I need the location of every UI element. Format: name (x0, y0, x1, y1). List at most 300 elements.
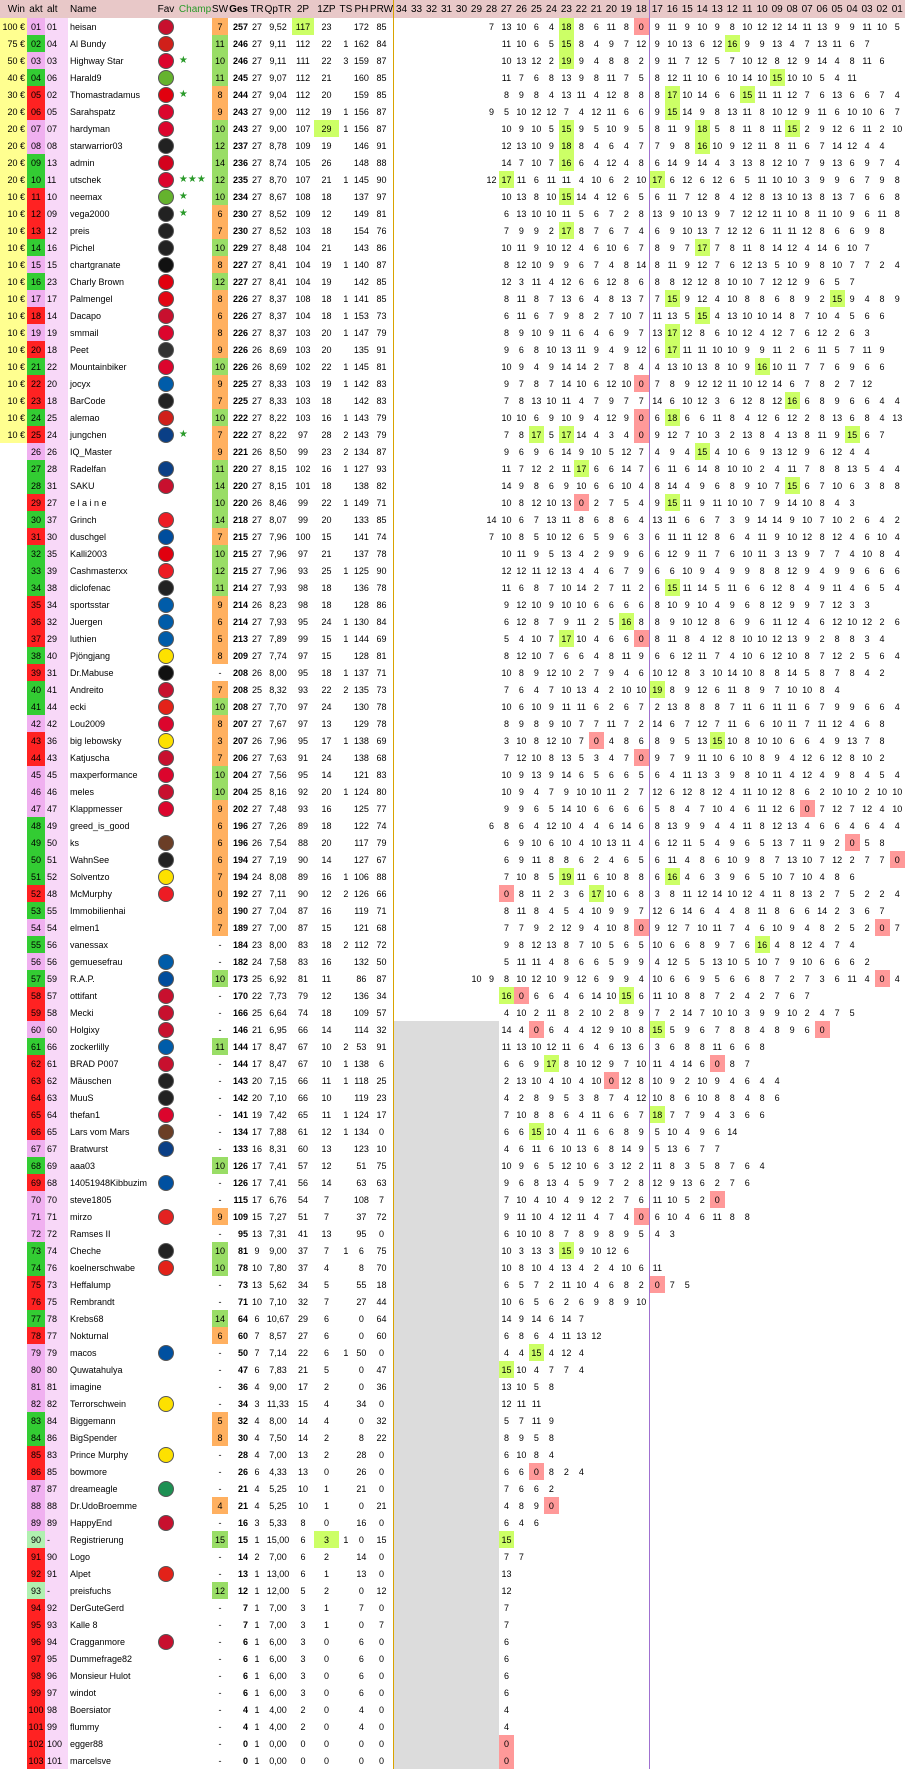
cell-name[interactable]: Mountainbiker (69, 361, 127, 372)
cell-name[interactable]: Charly Brown (69, 276, 124, 287)
cell-ts (339, 766, 353, 783)
matchday-cell: 5 (864, 463, 870, 474)
matchday-cell: 7 (623, 225, 629, 236)
matchday-cell: 6 (834, 106, 840, 117)
cell-name[interactable]: Al Bundy (69, 38, 106, 49)
cell-name[interactable]: aaa03 (69, 1160, 95, 1171)
table-row[interactable] (0, 1633, 905, 1650)
table-row[interactable] (0, 562, 905, 579)
cell-name[interactable]: preis (69, 225, 90, 236)
matchday-cell: 6 (819, 616, 825, 627)
cell-name[interactable]: meles (69, 786, 94, 797)
matchday-cell: 7 (729, 55, 735, 66)
cell-name[interactable]: Krebs68 (69, 1313, 104, 1324)
matchday-cell (785, 1242, 800, 1259)
table-row[interactable] (0, 647, 905, 664)
table-row[interactable] (0, 1650, 905, 1667)
cell-name[interactable]: Mäuschen (69, 1075, 112, 1086)
table-row[interactable] (0, 1276, 905, 1293)
matchday-cell: 8 (759, 106, 765, 117)
table-row[interactable] (0, 970, 905, 987)
matchday-cell (409, 1208, 424, 1225)
cell-name[interactable]: BigSpender (69, 1432, 117, 1443)
matchday-cell: 4 (623, 429, 629, 440)
cell-name[interactable]: Bratwurst (69, 1143, 108, 1154)
cell-name[interactable]: admin (69, 157, 95, 168)
cell-name[interactable]: Ramses II (69, 1228, 111, 1239)
cell-name[interactable]: Quwatahulya (69, 1364, 123, 1375)
matchday-cell (424, 1599, 439, 1616)
table-row[interactable] (0, 1565, 905, 1582)
table-row[interactable] (0, 1225, 905, 1242)
table-row[interactable] (0, 1004, 905, 1021)
matchday-cell: 9 (714, 208, 720, 219)
cell-ts: 1 (343, 1534, 349, 1545)
cell-name[interactable]: WahnSee (69, 854, 110, 865)
cell-name[interactable]: Monsieur Hulot (69, 1670, 131, 1681)
table-row[interactable] (0, 1106, 905, 1123)
matchday-cell: 6 (894, 616, 900, 627)
table-row[interactable] (0, 528, 905, 545)
cell-champ (179, 885, 212, 902)
table-row[interactable] (0, 1174, 905, 1191)
table-row[interactable] (0, 392, 905, 409)
cell-name[interactable]: jungchen (69, 429, 107, 440)
table-row[interactable] (0, 35, 905, 52)
matchday-cell: 8 (759, 599, 765, 610)
cell-name[interactable]: utschek (69, 174, 101, 185)
matchday-cell: 8 (548, 72, 554, 83)
cell-name[interactable]: Cragganmore (69, 1636, 125, 1647)
table-row[interactable] (0, 460, 905, 477)
table-row[interactable] (0, 834, 905, 851)
matchday-cell (815, 1650, 830, 1667)
table-row[interactable] (0, 987, 905, 1004)
matchday-cell: 10 (591, 446, 602, 457)
matchday-cell: 7 (654, 1007, 660, 1018)
header-matchday: 24 (544, 0, 559, 18)
matchday-cell (559, 1565, 574, 1582)
cell-name[interactable]: mirzo (69, 1211, 92, 1222)
cell-name[interactable]: Katjuscha (69, 752, 110, 763)
cell-name[interactable]: Sarahspatz (69, 106, 116, 117)
table-row[interactable] (0, 1616, 905, 1633)
cell-ts (339, 545, 353, 562)
cell-name[interactable]: Juergen (69, 616, 103, 627)
cell-name[interactable]: Highway Star (69, 55, 124, 66)
cell-name[interactable]: macos (69, 1347, 97, 1358)
cell-name[interactable]: bowmore (69, 1466, 107, 1477)
table-row[interactable] (0, 1480, 905, 1497)
table-row[interactable] (0, 1395, 905, 1412)
table-row[interactable] (0, 817, 905, 834)
matchday-cell (424, 1174, 439, 1191)
cell-name[interactable]: e l a i n e (69, 497, 107, 508)
cell-tr: 26 (251, 837, 262, 848)
cell-name[interactable]: big lebowsky (69, 735, 122, 746)
table-row[interactable] (0, 307, 905, 324)
cell-name[interactable]: Thomastradamus (69, 89, 140, 100)
matchday-cell: 6 (503, 1636, 509, 1647)
cell-name[interactable]: HappyEnd (69, 1517, 112, 1528)
cell-name[interactable]: elmen1 (69, 922, 100, 933)
matchday-cell (394, 137, 409, 154)
cell-name[interactable]: hardyman (69, 123, 110, 134)
matchday-cell (830, 1089, 845, 1106)
cell-name[interactable]: Harald9 (69, 72, 102, 83)
cell-champ (179, 1038, 212, 1055)
cell-alt: 12 (45, 222, 68, 239)
cell-name[interactable]: luthien (69, 633, 97, 644)
table-row[interactable] (0, 868, 905, 885)
matchday-cell: 10 (877, 21, 888, 32)
matchday-cell (815, 1123, 830, 1140)
cell-name[interactable]: vega2000 (69, 208, 110, 219)
cell-name[interactable]: BarCode (69, 395, 106, 406)
cell-name[interactable]: Immobilienhai (69, 905, 126, 916)
cell-ges: 204 (232, 769, 248, 780)
matchday-cell: 9 (744, 565, 750, 576)
cell-name[interactable]: Cheche (69, 1245, 101, 1256)
matchday-cell: 10 (634, 1293, 649, 1310)
table-row[interactable] (0, 171, 905, 188)
club-crest-icon (153, 800, 179, 817)
cell-ges: 196 (232, 837, 248, 848)
table-row[interactable] (0, 1242, 905, 1259)
cell-name[interactable]: diclofenac (69, 582, 111, 593)
matchday-cell: 6 (759, 922, 765, 933)
cell-ts: 1 (343, 174, 349, 185)
table-row[interactable] (0, 613, 905, 630)
cell-name[interactable]: duschgel (69, 531, 106, 542)
cell-name[interactable]: Pjöngjang (69, 650, 110, 661)
cell-name[interactable]: Rembrandt (69, 1296, 115, 1307)
matchday-cell (424, 1293, 439, 1310)
matchday-cell (890, 715, 905, 732)
matchday-cell: 0 (529, 1021, 544, 1038)
cell-name[interactable]: ecki (69, 701, 86, 712)
table-row[interactable] (0, 1157, 905, 1174)
cell-qptr: 10,67 (266, 1313, 290, 1324)
cell-name[interactable]: Lou2009 (69, 718, 105, 729)
cell-name[interactable]: sportsstar (69, 599, 110, 610)
matchday-cell: 14 (576, 582, 587, 593)
table-row[interactable] (0, 919, 905, 936)
cell-champ (179, 1480, 212, 1497)
table-row[interactable] (0, 52, 905, 69)
matchday-cell (770, 1106, 785, 1123)
cell-name[interactable]: Cashmasterxx (69, 565, 128, 576)
cell-name[interactable]: heisan (69, 21, 97, 32)
table-row[interactable] (0, 239, 905, 256)
cell-win (0, 1667, 27, 1684)
cell-name[interactable]: DerGuteGerd (69, 1602, 124, 1613)
cell-tr: 1 (254, 1568, 260, 1579)
cell-ges: 225 (232, 378, 248, 389)
table-row[interactable] (0, 1463, 905, 1480)
cell-name[interactable]: greed_is_good (69, 820, 130, 831)
cell-name[interactable]: vanessax (69, 939, 108, 950)
table-row[interactable] (0, 1038, 905, 1055)
cell-name[interactable]: Pichel (69, 242, 95, 253)
matchday-cell (725, 1531, 740, 1548)
matchday-cell (845, 1480, 860, 1497)
table-row[interactable] (0, 630, 905, 647)
table-row[interactable] (0, 222, 905, 239)
cell-name[interactable]: IQ_Master (69, 446, 112, 457)
table-row[interactable] (0, 188, 905, 205)
table-row[interactable] (0, 664, 905, 681)
table-row[interactable] (0, 1378, 905, 1395)
cell-name[interactable]: chartgranate (69, 259, 121, 270)
table-row[interactable] (0, 783, 905, 800)
table-row[interactable] (0, 69, 905, 86)
cell-name[interactable]: R.A.P. (69, 973, 95, 984)
table-row[interactable] (0, 103, 905, 120)
table-row[interactable] (0, 766, 905, 783)
table-row[interactable] (0, 511, 905, 528)
table-row[interactable] (0, 1089, 905, 1106)
matchday-cell: 4 (864, 973, 870, 984)
matchday-cell (875, 273, 890, 290)
matchday-cell: 4 (593, 684, 599, 695)
cell-alt: 31 (45, 477, 68, 494)
table-row[interactable] (0, 800, 905, 817)
table-row[interactable] (0, 1531, 905, 1548)
table-row[interactable] (0, 596, 905, 613)
cell-akt: 55 (27, 936, 45, 953)
cell-name[interactable]: steve1805 (69, 1194, 112, 1205)
cell-name[interactable]: Grinch (69, 514, 97, 525)
table-row[interactable] (0, 902, 905, 919)
matchday-cell: 0 (634, 630, 649, 647)
cell-name[interactable]: zockerlilly (69, 1041, 109, 1052)
cell-name[interactable]: Heffalump (69, 1279, 111, 1290)
table-row[interactable] (0, 324, 905, 341)
cell-name[interactable]: MuuS (69, 1092, 94, 1103)
table-row[interactable] (0, 1667, 905, 1684)
cell-qptr: 8,23 (269, 599, 287, 610)
cell-name[interactable]: imagine (69, 1381, 102, 1392)
table-row[interactable] (0, 477, 905, 494)
table-row[interactable] (0, 1446, 905, 1463)
table-row[interactable] (0, 1208, 905, 1225)
cell-name[interactable]: gemuesefrau (69, 956, 123, 967)
matchday-cell (484, 545, 499, 562)
cell-name[interactable]: Dummefrage82 (69, 1653, 132, 1664)
cell-tr: 27 (251, 38, 262, 49)
matchday-cell (725, 1191, 740, 1208)
table-row[interactable] (0, 1412, 905, 1429)
cell-name[interactable]: Terrorschwein (69, 1398, 126, 1409)
cell-name[interactable]: Logo (69, 1551, 90, 1562)
matchday-cell: 10 (697, 1092, 708, 1103)
table-row[interactable] (0, 1259, 905, 1276)
matchday-cell: 4 (518, 1347, 524, 1358)
cell-name[interactable]: preisfuchs (69, 1585, 111, 1596)
cell-tr: 27 (251, 888, 262, 899)
cell-name[interactable]: Dr.UdoBroemme (69, 1500, 137, 1511)
table-row[interactable] (0, 1310, 905, 1327)
table-row[interactable] (0, 749, 905, 766)
table-row[interactable] (0, 1429, 905, 1446)
club-crest-icon (158, 546, 174, 562)
table-row[interactable] (0, 732, 905, 749)
matchday-cell (439, 1633, 454, 1650)
table-row[interactable] (0, 86, 905, 103)
table-row[interactable] (0, 409, 905, 426)
cell-name[interactable]: Prince Murphy (69, 1449, 128, 1460)
table-row[interactable] (0, 1361, 905, 1378)
matchday-cell (785, 1548, 800, 1565)
cell-name[interactable]: starwarrior03 (69, 140, 123, 151)
cell-name[interactable]: smmail (69, 327, 99, 338)
matchday-cell (544, 1565, 559, 1582)
table-row[interactable] (0, 358, 905, 375)
matchday-cell: 5 (608, 956, 614, 967)
table-row[interactable] (0, 426, 905, 443)
matchday-cell: 12 (832, 803, 843, 814)
cell-name[interactable]: Dacapo (69, 310, 101, 321)
cell-name[interactable]: Palmengel (69, 293, 113, 304)
matchday-cell (439, 120, 454, 137)
table-row[interactable] (0, 1072, 905, 1089)
table-row[interactable] (0, 256, 905, 273)
table-row[interactable] (0, 1021, 905, 1038)
table-row[interactable] (0, 290, 905, 307)
matchday-cell: 4 (548, 956, 554, 967)
matchday-cell: 5 (608, 446, 614, 457)
cell-name[interactable]: jocyx (69, 378, 91, 389)
cell-champ (179, 783, 212, 800)
matchday-cell (815, 1259, 830, 1276)
matchday-cell (589, 1497, 604, 1514)
matchday-cell (845, 1208, 860, 1225)
matchday-cell (755, 1565, 770, 1582)
cell-name[interactable]: maxperformance (69, 769, 138, 780)
cell-name[interactable]: Lars vom Mars (69, 1126, 130, 1137)
matchday-cell: 6 (804, 480, 810, 491)
table-row[interactable] (0, 1293, 905, 1310)
table-row[interactable] (0, 681, 905, 698)
cell-name[interactable]: neemax (69, 191, 102, 202)
table-row[interactable] (0, 341, 905, 358)
table-row[interactable] (0, 120, 905, 137)
cell-name[interactable]: Alpet (69, 1568, 91, 1579)
cell-name[interactable]: Solventzo (69, 871, 110, 882)
matchday-cell (484, 1174, 499, 1191)
matchday-cell: 4 (593, 633, 599, 644)
table-row[interactable] (0, 375, 905, 392)
matchday-cell: 10 (516, 1007, 527, 1018)
matchday-cell: 9 (634, 1123, 649, 1140)
matchday-cell (740, 1429, 755, 1446)
cell-prw: 91 (370, 341, 394, 358)
table-row[interactable] (0, 545, 905, 562)
table-row[interactable] (0, 885, 905, 902)
matchday-cell: 12 (667, 667, 678, 678)
table-row[interactable] (0, 698, 905, 715)
table-row[interactable] (0, 579, 905, 596)
table-row[interactable] (0, 18, 905, 35)
cell-name[interactable]: ottifant (69, 990, 97, 1001)
table-row[interactable] (0, 1514, 905, 1531)
matchday-cell (484, 222, 499, 239)
cell-name[interactable]: McMurphy (69, 888, 112, 899)
cell-alt: 48 (45, 885, 68, 902)
table-row[interactable] (0, 273, 905, 290)
table-row[interactable] (0, 1123, 905, 1140)
cell-prw: 50 (370, 953, 394, 970)
matchday-cell: 7 (729, 1160, 735, 1171)
matchday-cell: 2 (548, 922, 554, 933)
cell-prw: 85 (370, 273, 394, 290)
matchday-cell: 12 (561, 531, 572, 542)
cell-name[interactable]: Nokturnal (69, 1330, 109, 1341)
table-row[interactable] (0, 205, 905, 222)
matchday-cell: 7 (774, 480, 780, 491)
cell-name[interactable]: Andreito (69, 684, 104, 695)
matchday-cell: 12 (667, 956, 678, 967)
cell-name[interactable]: alemao (69, 412, 100, 423)
cell-name[interactable]: ks (69, 837, 79, 848)
cell-name[interactable]: BRAD P007 (69, 1058, 119, 1069)
table-row[interactable] (0, 154, 905, 171)
table-row[interactable] (0, 1497, 905, 1514)
matchday-cell: 17 (529, 426, 544, 443)
table-row[interactable] (0, 953, 905, 970)
table-row[interactable] (0, 1582, 905, 1599)
cell-name[interactable]: Peet (69, 344, 89, 355)
cell-name[interactable]: Kalle 8 (69, 1619, 98, 1630)
cell-name[interactable]: Radelfan (69, 463, 106, 474)
cell-name[interactable]: Kalli2003 (69, 548, 107, 559)
cell-name[interactable]: thefan1 (69, 1109, 100, 1120)
table-row[interactable] (0, 1055, 905, 1072)
cell-name[interactable]: Holgixy (69, 1024, 100, 1035)
cell-name[interactable]: 14051948Kibbuzim (69, 1177, 148, 1188)
cell-name[interactable]: Biggemann (69, 1415, 116, 1426)
matchday-cell (529, 1582, 544, 1599)
table-row[interactable] (0, 1327, 905, 1344)
cell-name[interactable]: Dr.Mabuse (69, 667, 114, 678)
cell-p2: 97 (297, 429, 308, 440)
table-row[interactable] (0, 1548, 905, 1565)
table-row[interactable] (0, 715, 905, 732)
cell-name[interactable]: dreameagle (69, 1483, 118, 1494)
cell-name[interactable]: Mecki (69, 1007, 94, 1018)
table-row[interactable] (0, 936, 905, 953)
table-row[interactable] (0, 443, 905, 460)
table-row[interactable] (0, 1344, 905, 1361)
cell-name[interactable]: koelnerschwabe (69, 1262, 135, 1273)
cell-name[interactable]: Registrierung (69, 1534, 124, 1545)
table-row[interactable] (0, 137, 905, 154)
matchday-cell (469, 324, 484, 341)
table-row[interactable] (0, 494, 905, 511)
matchday-cell: 5 (593, 123, 599, 134)
matchday-cell: 10 (561, 684, 572, 695)
table-row[interactable] (0, 1191, 905, 1208)
cell-name[interactable]: SAKU (69, 480, 95, 491)
table-row[interactable] (0, 1140, 905, 1157)
club-crest-icon (153, 1055, 179, 1072)
table-row[interactable] (0, 1599, 905, 1616)
cell-name[interactable]: Klappmesser (69, 803, 123, 814)
matchday-cell: 6 (518, 1466, 524, 1477)
table-row[interactable] (0, 851, 905, 868)
matchday-cell: 11 (667, 463, 677, 474)
